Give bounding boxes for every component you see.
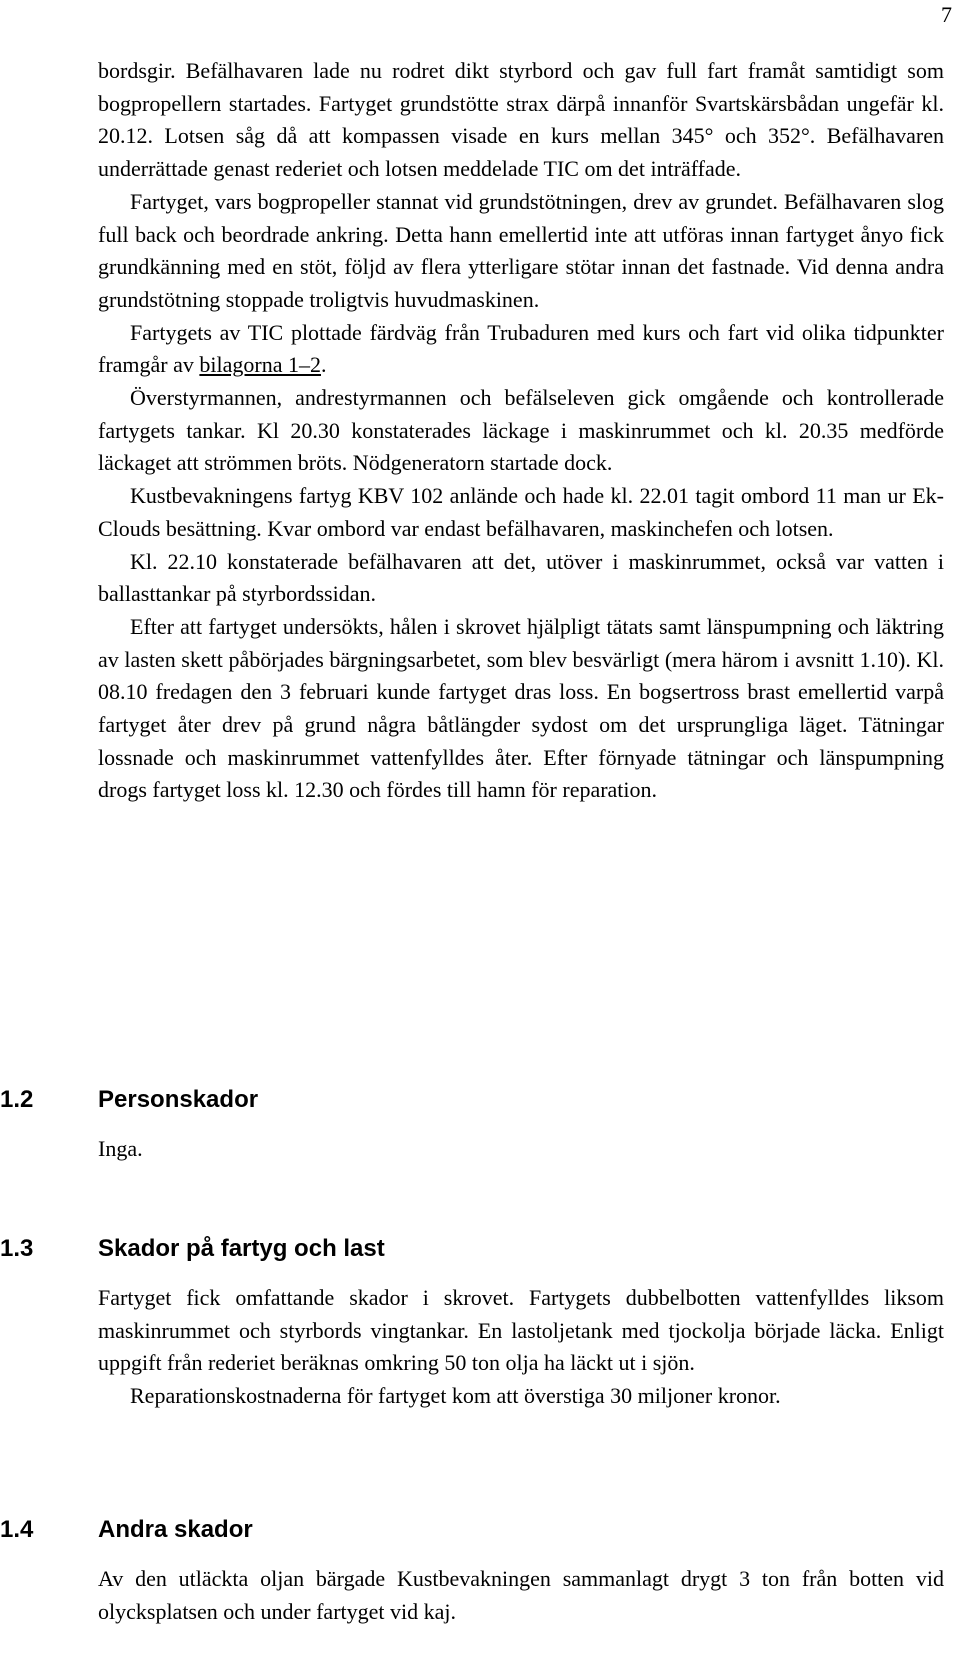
- section-number: 1.3: [0, 1235, 34, 1262]
- section-1-4-text: [98, 1563, 944, 1628]
- section-number: 1.4: [0, 1516, 34, 1543]
- paragraph: Kustbevakningens fartyg KBV 102 anlände och hade kl. 22.01 tagit ombord 11 man ur Ek-Clouds besättning. Kvar ombord var endast befälhavaren, maskinchefen och lotsen.: [98, 483, 944, 541]
- paragraph: Inga.: [98, 1136, 143, 1161]
- section-title: Andra skador: [98, 1516, 253, 1543]
- paragraph: Av den utläckta oljan bärgade Kustbevakningen sammanlagt drygt 3 ton från botten vid olycksplatsen och under fartyget vid kaj.: [98, 1566, 944, 1624]
- section-1-2-text: [98, 1133, 944, 1166]
- paragraph: bordsgir. Befälhavaren lade nu rodret dikt styrbord och gav full fart framåt samtidigt som bogpropellern startades. Fartyget grundstötte strax därpå innanför Svartskärsbådan ungefär kl. 20.12. Lotsen såg då att kompassen visade en kurs mellan 345° och 352°. Befälhavaren underrättade genast rederiet och lotsen meddelade TIC om det inträffade.: [98, 58, 944, 182]
- paragraph: Överstyrmannen, andrestyrmannen och befälseleven gick omgående och kontrollerade fartygets tankar. Kl 20.30 konstaterades läckage i maskinrummet och kl. 20.35 medförde läckaget att strömmen bröts. Nödgeneratorn startade dock.: [98, 385, 944, 476]
- page-number: 7: [941, 2, 952, 27]
- paragraph-text: .: [320, 352, 327, 378]
- paragraph-text: Fartygets av TIC plottade färdväg från Trubaduren med kurs och fart vid olika tidpunkter framgår av: [98, 319, 944, 378]
- section-title: Skador på fartyg och last: [98, 1235, 385, 1262]
- paragraph: Reparationskostnaderna för fartyget kom att överstiga 30 miljoner kronor.: [130, 1383, 781, 1409]
- paragraph: Fartyget fick omfattande skador i skrovet. Fartygets dubbelbotten vattenfylldes liksom maskinrummet och styrbords vingtankar. En lastoljetank med tjockolja började läcka. Enligt uppgift från rederiet beräknas omkring 50 ton olja ha läckt ut i sjön.: [98, 1285, 944, 1376]
- section-number: 1.2: [0, 1086, 34, 1113]
- paragraph: Kl. 22.10 konstaterade befälhavaren att det, utöver i maskinrummet, också var vatten i ballasttankar på styrbordssidan.: [98, 548, 944, 607]
- appendix-reference-link[interactable]: bilagorna 1–2: [199, 352, 321, 378]
- paragraph: Efter att fartyget undersökts, hålen i skrovet hjälpligt tätats samt länspumpning och läktring av lasten skett påbörjades bärgningsarbetet, som blev besvärligt (mera härom i avsnitt 1.10). Kl. 08.10 fredagen den 3 februari kunde fartyget dras loss. En bogsertross brast emellertid varpå fartyget åter drev på grund några båtlängder sydost om det ursprungliga läget. Tätningar lossnade och maskinrummet vattenfylldes åter. Efter förnyade tätningar och länspumpning drogs fartyget loss kl. 12.30 och fördes till hamn för reparation.: [98, 613, 944, 803]
- section-title: Personskador: [98, 1086, 259, 1113]
- paragraph: Fartyget, vars bogpropeller stannat vid grundstötningen, drev av grundet. Befälhavaren slog full back och beordrade ankring. Detta hann emellertid inte att utföras innan fartyget ånyo fick grundkänning med en stöt, följd av flera ytterligare stötar innan det fastnade. Vid denna andra grundstötning stoppade troligtvis huvudmaskinen.: [98, 188, 944, 312]
- section-1-3-text: [98, 1282, 944, 1413]
- narrative-text: [98, 55, 944, 807]
- paragraph: [98, 317, 944, 382]
